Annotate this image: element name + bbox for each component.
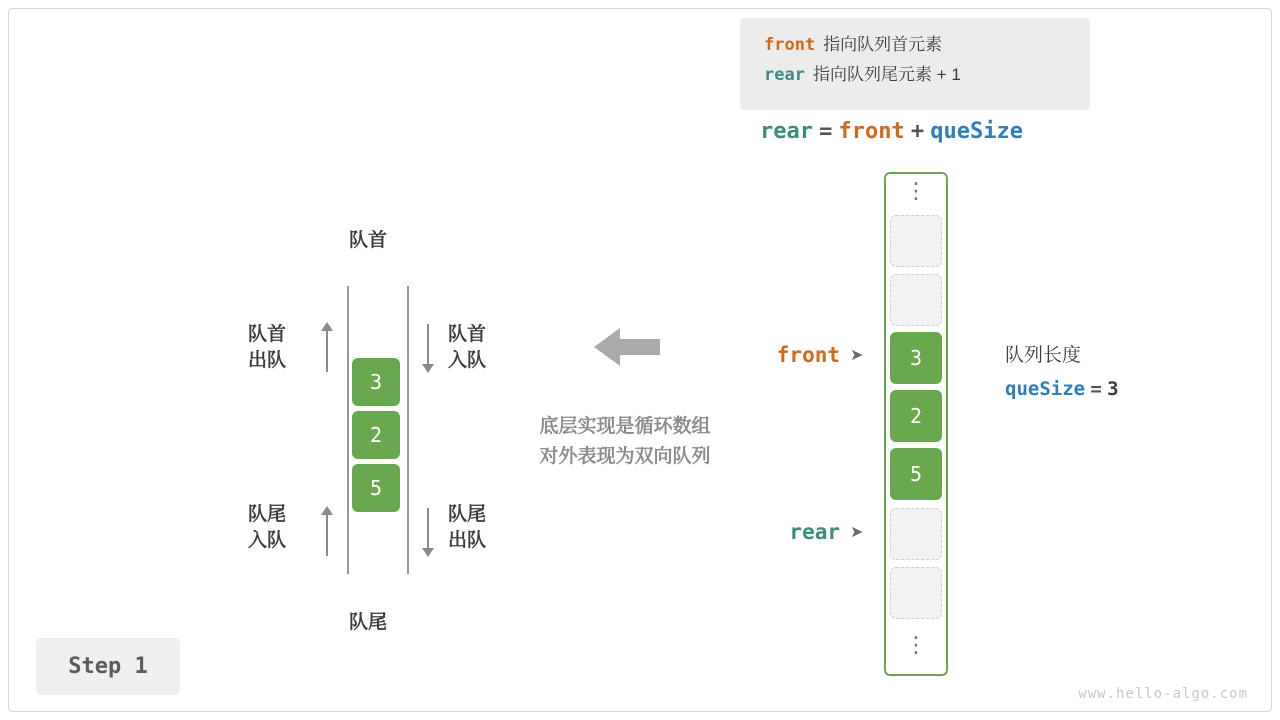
array-cell-5 [890,508,942,560]
queue-length-title: 队列长度 [1005,345,1082,366]
array-cell-4: 5 [890,448,942,500]
left-rail-line [347,286,349,574]
rear-dequeue-arrow-shaft [427,508,429,550]
array-cell-1 [890,274,942,326]
array-top-ellipsis: ⋮ [905,178,927,203]
legend-rear-line [764,60,1090,90]
legend-front-desc: 指向队列首元素 [823,35,943,54]
array-cell-0 [890,215,942,267]
legend-rear-keyword: rear [764,65,805,85]
rear-pointer-label: rear [789,520,840,544]
legend-front-keyword: front [764,35,816,55]
formula-front: front [838,119,905,144]
legend-box [740,18,1090,110]
quesize-var: queSize [1005,378,1086,400]
watermark: www.hello-algo.com [1078,686,1248,702]
queue-length-value-line [1005,378,1119,401]
step-badge: Step 1 [36,638,180,695]
formula-equals: = [819,119,833,144]
left-head-label: 队首 [349,230,388,251]
legend-rear-desc: 指向队列尾元素 + 1 [812,65,961,84]
right-rail-line [407,286,409,574]
formula-plus: + [910,119,925,144]
rear-dequeue-label: 队尾 出队 [448,504,487,551]
rear-enqueue-arrow-shaft [326,514,328,556]
array-cell-3: 2 [890,390,942,442]
front-dequeue-arrow-shaft [326,330,328,372]
front-pointer-caret: ➤ [850,347,864,364]
front-dequeue-arrow-head [321,322,333,331]
legend-front-line [764,30,1090,60]
left-cell-2: 5 [352,464,400,512]
left-cell-0: 3 [352,358,400,406]
center-note [500,412,750,472]
transform-arrow-icon [594,326,660,368]
left-tail-label: 队尾 [349,612,388,633]
front-enqueue-arrow-shaft [427,324,429,366]
array-cell-2: 3 [890,332,942,384]
quesize-value: 3 [1107,378,1119,400]
rear-enqueue-label: 队尾 入队 [248,504,287,551]
front-pointer-label: front [776,343,840,367]
formula-quesize: queSize [930,119,1023,144]
formula [760,118,1023,144]
front-enqueue-label: 队首 入队 [448,324,487,371]
front-dequeue-label: 队首 出队 [248,324,287,371]
rear-enqueue-arrow-head [321,506,333,515]
quesize-equals: = [1090,378,1102,400]
formula-rear: rear [760,119,813,144]
center-note-line2: 对外表现为双向队列 [539,446,711,467]
center-note-line1: 底层实现是循环数组 [539,416,711,437]
array-bottom-ellipsis: ⋮ [905,632,927,657]
front-enqueue-arrow-head [422,364,434,373]
left-cell-1: 2 [352,411,400,459]
array-cell-6 [890,567,942,619]
rear-dequeue-arrow-head [422,548,434,557]
rear-pointer-caret: ➤ [850,524,864,541]
